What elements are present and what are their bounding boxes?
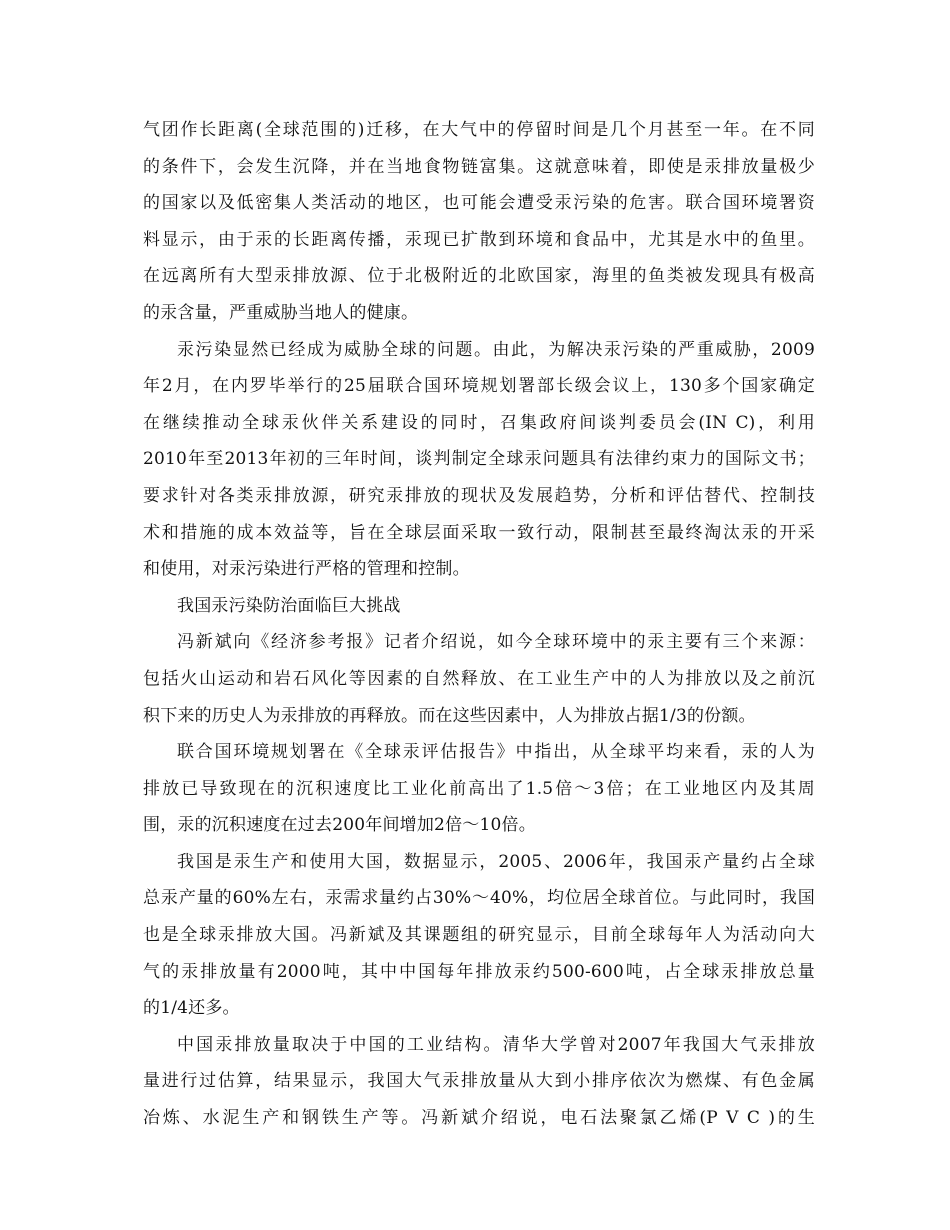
text-line: 包括火山运动和岩石风化等因素的自然释放、在工业生产中的人为排放以及之前沉 [143, 668, 815, 689]
text-line: 排放已导致现在的沉积速度比工业化前高出了1.5倍～3倍；在工业地区内及其周 [143, 778, 815, 799]
text-line: 气的汞排放量有2000吨，其中中国每年排放汞约500-600吨，占全球汞排放总量 [143, 961, 815, 982]
text-line: 在远离所有大型汞排放源、位于北极附近的北欧国家，海里的鱼类被发现具有极高 [143, 266, 815, 287]
text-line: 和使用，对汞污染进行严格的管理和控制。 [143, 559, 470, 580]
text-line: 料显示，由于汞的长距离传播，汞现已扩散到环境和食品中，尤其是水中的鱼里。 [143, 229, 815, 250]
text-line: 气团作长距离(全球范围的)迁移，在大气中的停留时间是几个月甚至一年。在不同 [143, 120, 815, 140]
text-line: 我国汞污染防治面临巨大挑战 [177, 595, 401, 616]
text-line: 2010年至2013年初的三年时间，谈判制定全球汞问题具有法律约束力的国际文书； [143, 449, 815, 470]
text-line: 冶炼、水泥生产和钢铁生产等。冯新斌介绍说，电石法聚氯乙烯(P V C )的生 [143, 1108, 815, 1129]
text-line: 术和措施的成本效益等，旨在全球层面采取一致行动，限制甚至最终淘汰汞的开采 [143, 522, 815, 543]
text-line: 围，汞的沉积速度在过去200年间增加2倍～10倍。 [143, 815, 536, 836]
text-line: 在继续推动全球汞伙伴关系建设的同时，召集政府间谈判委员会(IN C)，利用 [143, 412, 815, 433]
text-line: 的国家以及低密集人类活动的地区，也可能会遭受汞污染的危害。联合国环境署资 [143, 193, 815, 214]
text-line: 的1/4还多。 [143, 998, 240, 1019]
text-line: 要求针对各类汞排放源，研究汞排放的现状及发展趋势，分析和评估替代、控制技 [143, 485, 815, 506]
text-line: 联合国环境规划署在《全球汞评估报告》中指出，从全球平均来看，汞的人为 [177, 742, 815, 763]
text-line: 汞污染显然已经成为威胁全球的问题。由此，为解决汞污染的严重威胁，2009 [177, 339, 815, 360]
text-line: 我国是汞生产和使用大国，数据显示，2005、2006年，我国汞产量约占全球 [177, 851, 815, 872]
text-line: 中国汞排放量取决于中国的工业结构。清华大学曾对2007年我国大气汞排放 [177, 1034, 815, 1055]
text-line: 的条件下，会发生沉降，并在当地食物链富集。这就意味着，即使是汞排放量极少 [143, 156, 815, 177]
text-line: 的汞含量，严重威胁当地人的健康。 [143, 302, 419, 323]
text-line: 也是全球汞排放大国。冯新斌及其课题组的研究显示，目前全球每年人为活动向大 [143, 925, 815, 946]
text-line: 总汞产量的60%左右，汞需求量约占30%～40%，均位居全球首位。与此同时，我国 [143, 888, 815, 909]
text-line: 冯新斌向《经济参考报》记者介绍说，如今全球环境中的汞主要有三个来源： [177, 632, 815, 653]
document-body [143, 112, 815, 1137]
text-line: 年2月，在内罗毕举行的25届联合国环境规划署部长级会议上，130多个国家确定 [143, 376, 815, 397]
text-line: 积下来的历史人为汞排放的再释放。而在这些因素中，人为排放占据1/3的份额。 [143, 705, 756, 726]
text-line: 量进行过估算，结果显示，我国大气汞排放量从大到小排序依次为燃煤、有色金属 [143, 1071, 815, 1092]
